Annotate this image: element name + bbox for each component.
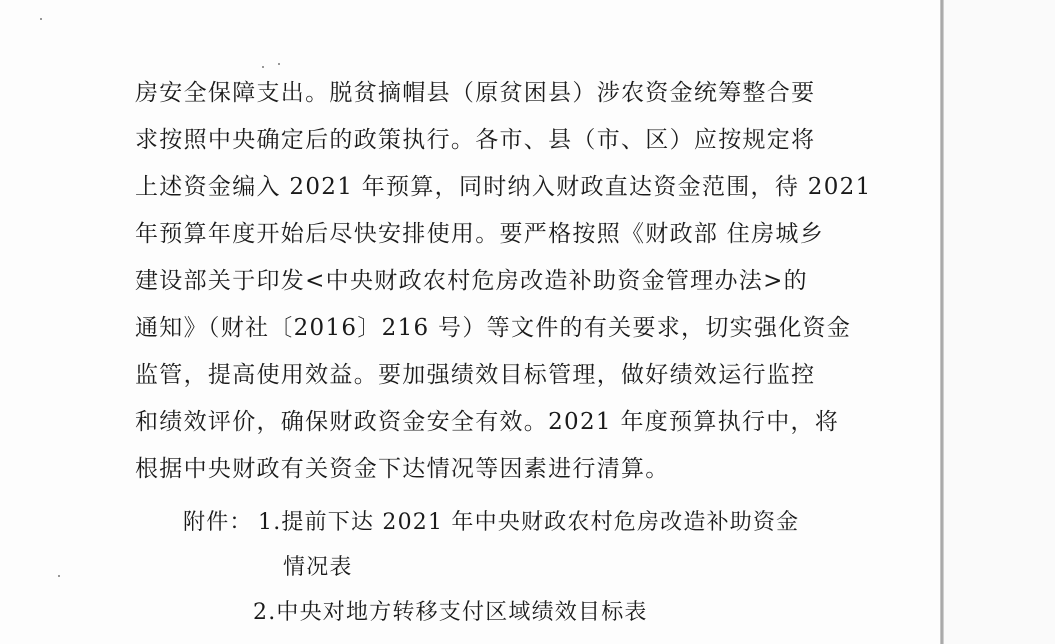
paragraph-line: 求按照中央确定后的政策执行。各市、县（市、区）应按规定将 [135,127,816,153]
paragraph-line: 监管，提高使用效益。要加强绩效目标管理，做好绩效运行监控 [135,362,816,388]
scan-margin-area [944,0,1055,644]
paragraph-line: 根据中央财政有关资金下达情况等因素进行清算。 [135,456,670,482]
attachment-row [183,590,843,635]
scan-speck [58,575,60,577]
paragraph-line: 年预算年度开始后尽快安排使用。要严格按照《财政部 住房城乡 [135,221,825,247]
attachment-item-1: 1.提前下达 2021 年中央财政农村危房改造补助资金 [258,510,800,535]
attachments-list [183,500,843,635]
paragraph-line: 和绩效评价，确保财政资金安全有效。2021 年度预算执行中，将 [135,409,840,435]
body-paragraph [135,70,872,493]
attachments-label: 附件： [183,510,253,535]
paragraph-line: 上述资金编入 2021 年预算，同时纳入财政直达资金范围，待 2021 [135,174,872,200]
scan-speck [40,18,42,20]
attachment-item-2: 2.中央对地方转移支付区域绩效目标表 [253,600,648,625]
attachment-item-1-continuation: 情况表 [283,555,353,580]
scan-speck [262,66,264,68]
paragraph-line: 房安全保障支出。脱贫摘帽县（原贫困县）涉农资金统筹整合要 [135,80,816,106]
paragraph-line: 建设部关于印发<中央财政农村危房改造补助资金管理办法>的 [135,268,808,294]
scan-speck [278,63,280,65]
attachment-row [183,545,843,590]
paragraph-line: 通知》（财社〔2016〕216 号）等文件的有关要求，切实强化资金 [135,315,852,341]
attachment-row [183,500,843,545]
